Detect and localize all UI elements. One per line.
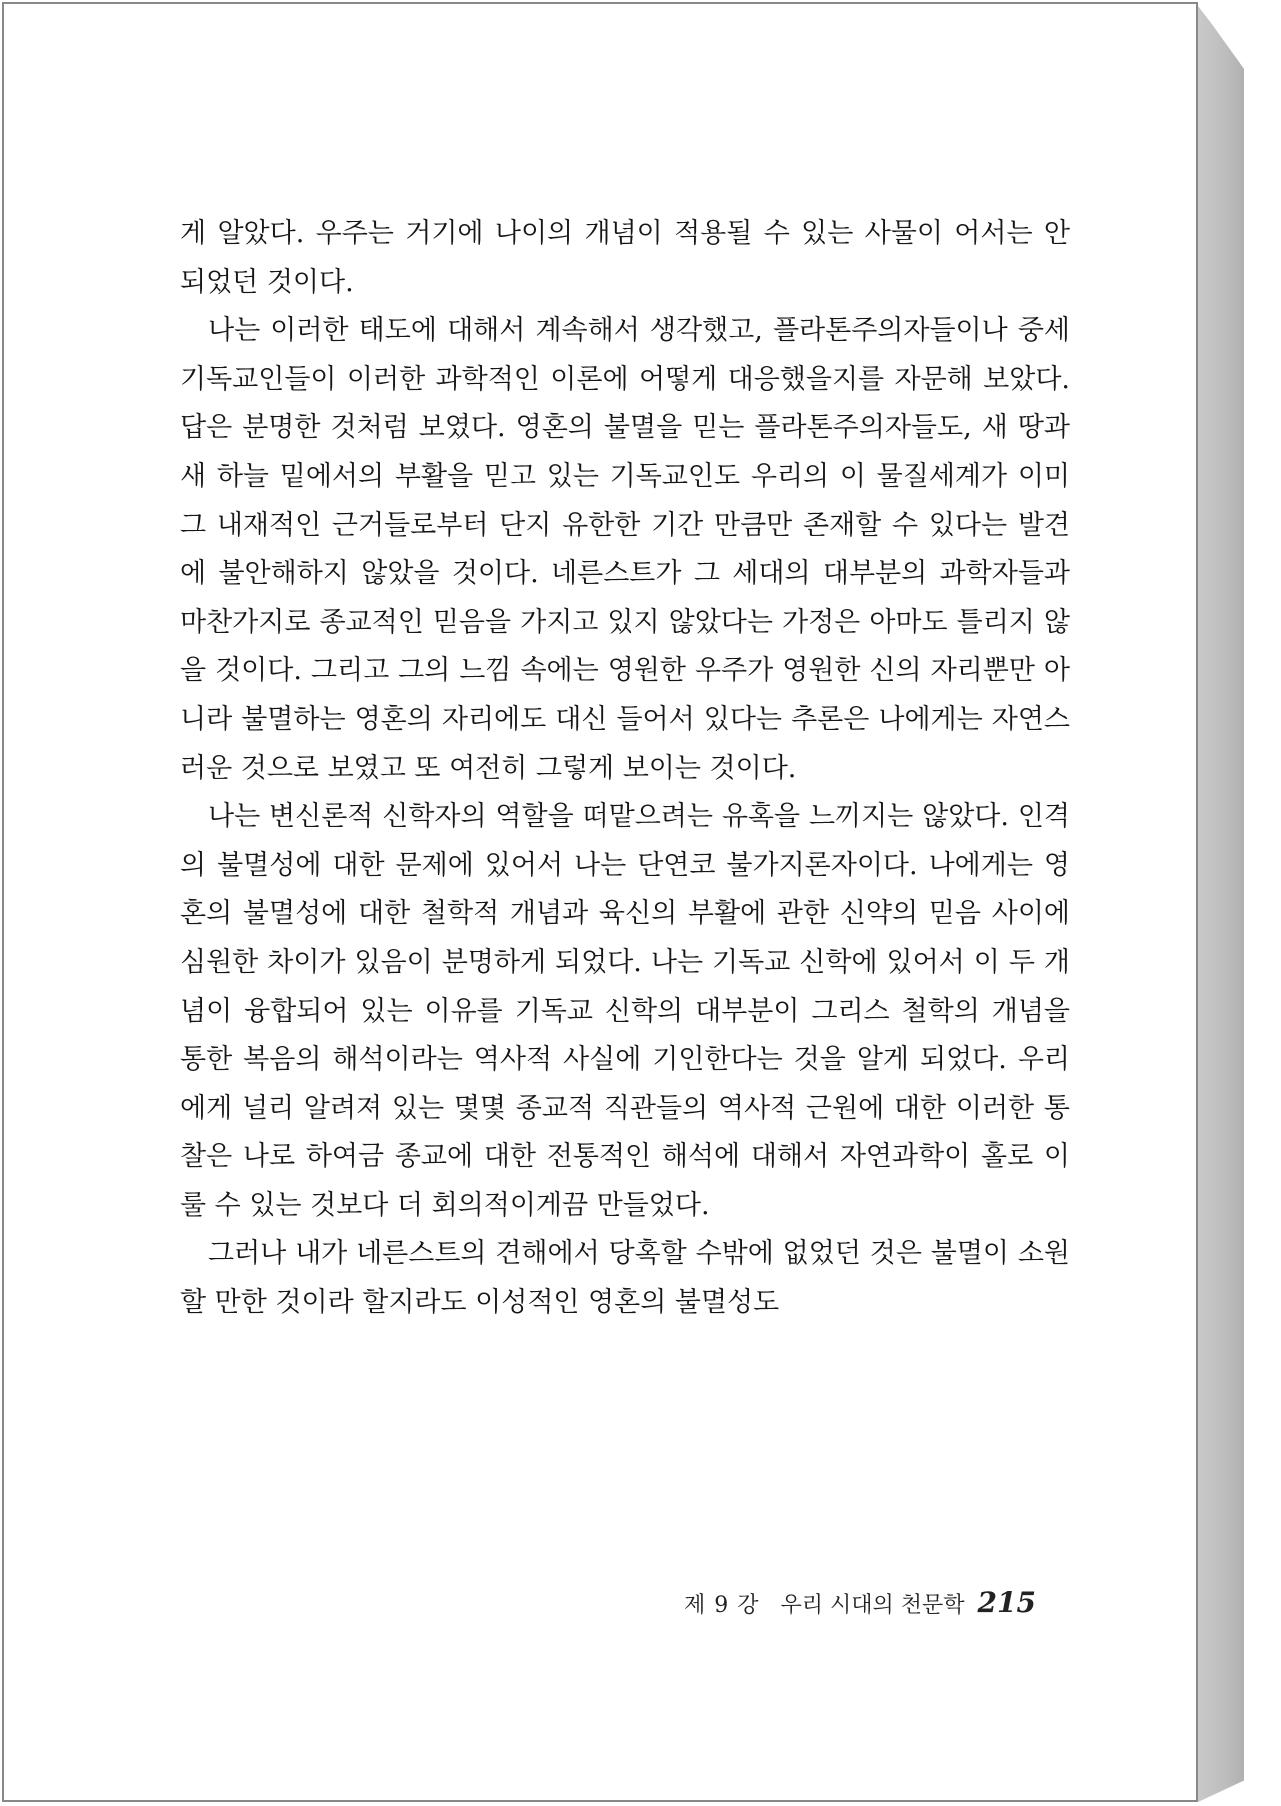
paragraph-3: 나는 변신론적 신학자의 역할을 떠맡으려는 유혹을 느끼지는 않았다. 인격의 불멸성에 대한 문제에 있어서 나는 단연코 불가지론자이다. 나에게는 영혼의 불멸성에 대한 철학적 개념과 육신의 부활에 관한 신약의 믿음 사이에 심원한 차이가 있음이 분명하게 되었다. 나는 기독교 신학에 있어서 이 두 개념이 융합되어 있는 이유를 기독교 신학의 대부분이 그리스 철학의 개념을 통한 복음의 해석이라는 역사적 사실에 기인한다는 것을 알게 되었다. 우리에게 널리 알려져 있는 몇몇 종교적 직관들의 역사적 근원에 대한 이러한 통찰은 나로 하여금 종교에 대한 전통적인 해석에 대해서 자연과학이 홀로 이룰 수 있는 것보다 더 회의적이게끔 만들었다.: [180, 801, 1070, 1221]
page-stack-edge: [1198, 6, 1244, 1802]
paragraph-1: 게 알았다. 우주는 거기에 나이의 개념이 적용될 수 있는 사물이 어서는 안 되었던 것이다.: [180, 218, 1070, 298]
page-number: 215: [977, 1586, 1036, 1619]
footer-title: 우리 시대의 천문학: [780, 1593, 965, 1618]
paragraph-4: 그러나 내가 네른스트의 견해에서 당혹할 수밖에 없었던 것은 불멸이 소원할 만한 것이라 할지라도 이성적인 영혼의 불멸성도: [180, 1238, 1070, 1319]
paragraph-2: 나는 이러한 태도에 대해서 계속해서 생각했고, 플라톤주의자들이나 중세 기독교인들이 이러한 과학적인 이론에 어떻게 대응했을지를 자문해 보았다. 답은 분명한 것처럼 보였다. 영혼의 불멸을 믿는 플라톤주의자들도, 새 땅과 새 하늘 밑에서의 부활을 믿고 있는 기독교인도 우리의 이 물질세계가 이미 그 내재적인 근거들로부터 단지 유한한 기간 만큼만 존재할 수 있다는 발견에 불안해하지 않았을 것이다. 네른스트가 그 세대의 대부분의 과학자들과 마찬가지로 종교적인 믿음을 가지고 있지 않았다는 가정은 아마도 틀리지 않을 것이다. 그리고 그의 느낌 속에는 영원한 우주가 영원한 신의 자리뿐만 아니라 불멸하는 영혼의 자리에도 대신 들어서 있다는 추론은 나에게는 자연스러운 것으로 보였고 또 여전히 그렇게 보이는 것이다.: [180, 315, 1070, 784]
book-page: [2, 2, 1198, 1802]
running-footer: [684, 1586, 1036, 1619]
body-text: [180, 210, 1070, 1328]
footer-chapter: 제 9 강: [684, 1593, 760, 1618]
